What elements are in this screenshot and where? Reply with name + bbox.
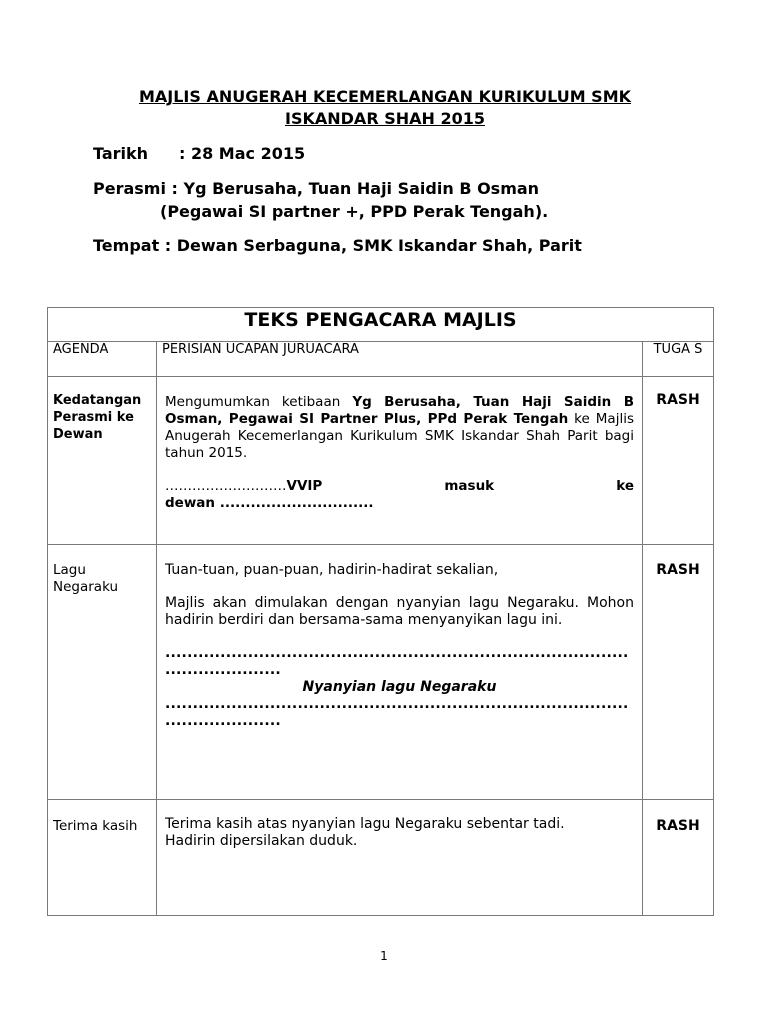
- song-line: Nyanyian lagu Negaraku: [302, 679, 497, 695]
- greeting-text: Tuan-tuan, puan-puan, hadirin-hadirat sekalian,: [165, 562, 499, 578]
- table-header-row: [48, 342, 714, 377]
- dots-line: .........................................................................................................: [165, 645, 629, 678]
- program-table: [47, 307, 714, 916]
- header-agenda: AGENDA: [48, 342, 157, 377]
- tugas-cell: RASH: [643, 545, 714, 800]
- perasmi-detail-line: (Pegawai SI partner +, PPD Perak Tengah).: [160, 202, 549, 221]
- thanks-text: Terima kasih atas nyanyian lagu Negaraku sebentar tadi.: [165, 816, 565, 832]
- table-row: [48, 800, 714, 916]
- announcement-lead: Mengumumkan ketibaan: [165, 394, 353, 410]
- announcement-tail: ke Majlis Anugerah Kecemerlangan Kurikulum SMK Iskandar Shah Parit bagi tahun 2015.: [165, 411, 634, 461]
- script-cell: [157, 800, 643, 916]
- script-cell: [157, 377, 643, 545]
- table-row: [48, 377, 714, 545]
- tarikh-value: : 28 Mac 2015: [179, 144, 306, 163]
- page-number: 1: [380, 949, 388, 963]
- tugas-cell: RASH: [643, 800, 714, 916]
- script-cell: [157, 545, 643, 800]
- title-line-2: ISKANDAR SHAH 2015: [285, 109, 485, 128]
- agenda-cell: Lagu Negaraku: [48, 545, 157, 800]
- dots-line: .........................................................................................................: [165, 696, 629, 729]
- tugas-cell: RASH: [643, 377, 714, 545]
- table-title: TEKS PENGACARA MAJLIS: [48, 308, 714, 342]
- opening-paragraph: Majlis akan dimulakan dengan nyanyian lagu Negaraku. Mohon hadirin berdiri dan bersama-sama menyanyikan lagu ini.: [165, 595, 634, 628]
- document-title: [90, 86, 680, 130]
- announcement-text: [165, 394, 634, 462]
- ke-word: ke: [616, 478, 634, 494]
- masuk-word: masuk: [444, 478, 495, 494]
- table-row: [48, 545, 714, 800]
- vvip-dots: ………………………: [165, 478, 287, 494]
- perasmi-line: Perasmi : Yg Berusaha, Tuan Haji Saidin B Osman: [93, 179, 540, 198]
- dewan-line: dewan ..............................: [165, 495, 374, 511]
- vvip-line: [165, 478, 634, 495]
- guest-name: Yg Berusaha, Tuan Haji Saidin B Osman, Pegawai SI Partner Plus, PPd Perak Tengah: [165, 394, 634, 427]
- tempat-line: Tempat : Dewan Serbaguna, SMK Iskandar Shah, Parit: [93, 236, 582, 255]
- be-seated-text: Hadirin dipersilakan duduk.: [165, 833, 358, 849]
- agenda-cell: Terima kasih: [48, 800, 157, 916]
- tarikh-label: Tarikh: [93, 144, 149, 163]
- header-perisian: PERISIAN UCAPAN JURUACARA: [157, 342, 643, 377]
- agenda-cell: Kedatangan Perasmi ke Dewan: [48, 377, 157, 545]
- title-line-1: MAJLIS ANUGERAH KECEMERLANGAN KURIKULUM SMK: [138, 87, 632, 106]
- vvip-word: VVIP: [286, 478, 323, 494]
- tarikh-line: [93, 144, 305, 164]
- header-tugas: TUGA S: [643, 342, 714, 377]
